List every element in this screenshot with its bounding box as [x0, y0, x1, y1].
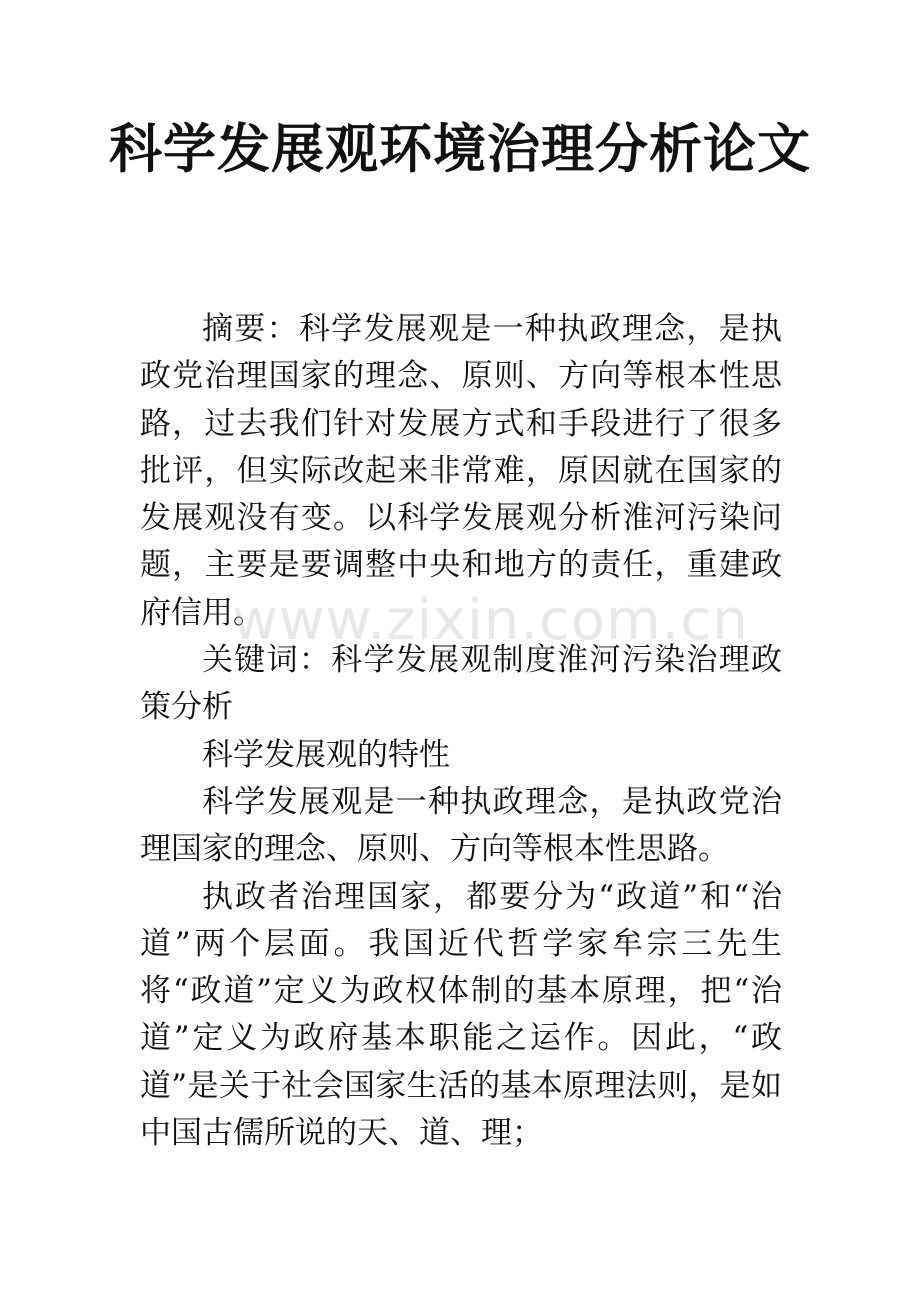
document-body: [140, 306, 782, 1157]
abstract-paragraph: 摘要：科学发展观是一种执政理念，是执政党治理国家的理念、原则、方向等根本性思路，过去我们针对发展方式和手段进行了很多批评，但实际改起来非常难，原因就在国家的发展观没有变。以科学发展观分析淮河污染问题，主要是要调整中央和地方的责任，重建政府信用。: [140, 311, 782, 631]
keywords-paragraph: 关键词：科学发展观制度淮河污染治理政策分析: [140, 642, 782, 726]
body-paragraph: 执政者治理国家，都要分为“政道”和“治道”两个层面。我国近代哲学家牟宗三先生将“政道”定义为政权体制的基本原理，把“治道”定义为政府基本职能之运作。因此，“政道”是关于社会国家生活的基本原理法则，是如中国古儒所说的天、道、理；: [140, 878, 782, 1152]
body-paragraph: 科学发展观是一种执政理念，是执政党治理国家的理念、原则、方向等根本性思路。: [140, 783, 782, 868]
section-heading: 科学发展观的特性: [202, 736, 450, 773]
watermark: www.zixin.com.cn: [232, 588, 749, 653]
document-title: 科学发展观环境治理分析论文: [109, 118, 811, 180]
